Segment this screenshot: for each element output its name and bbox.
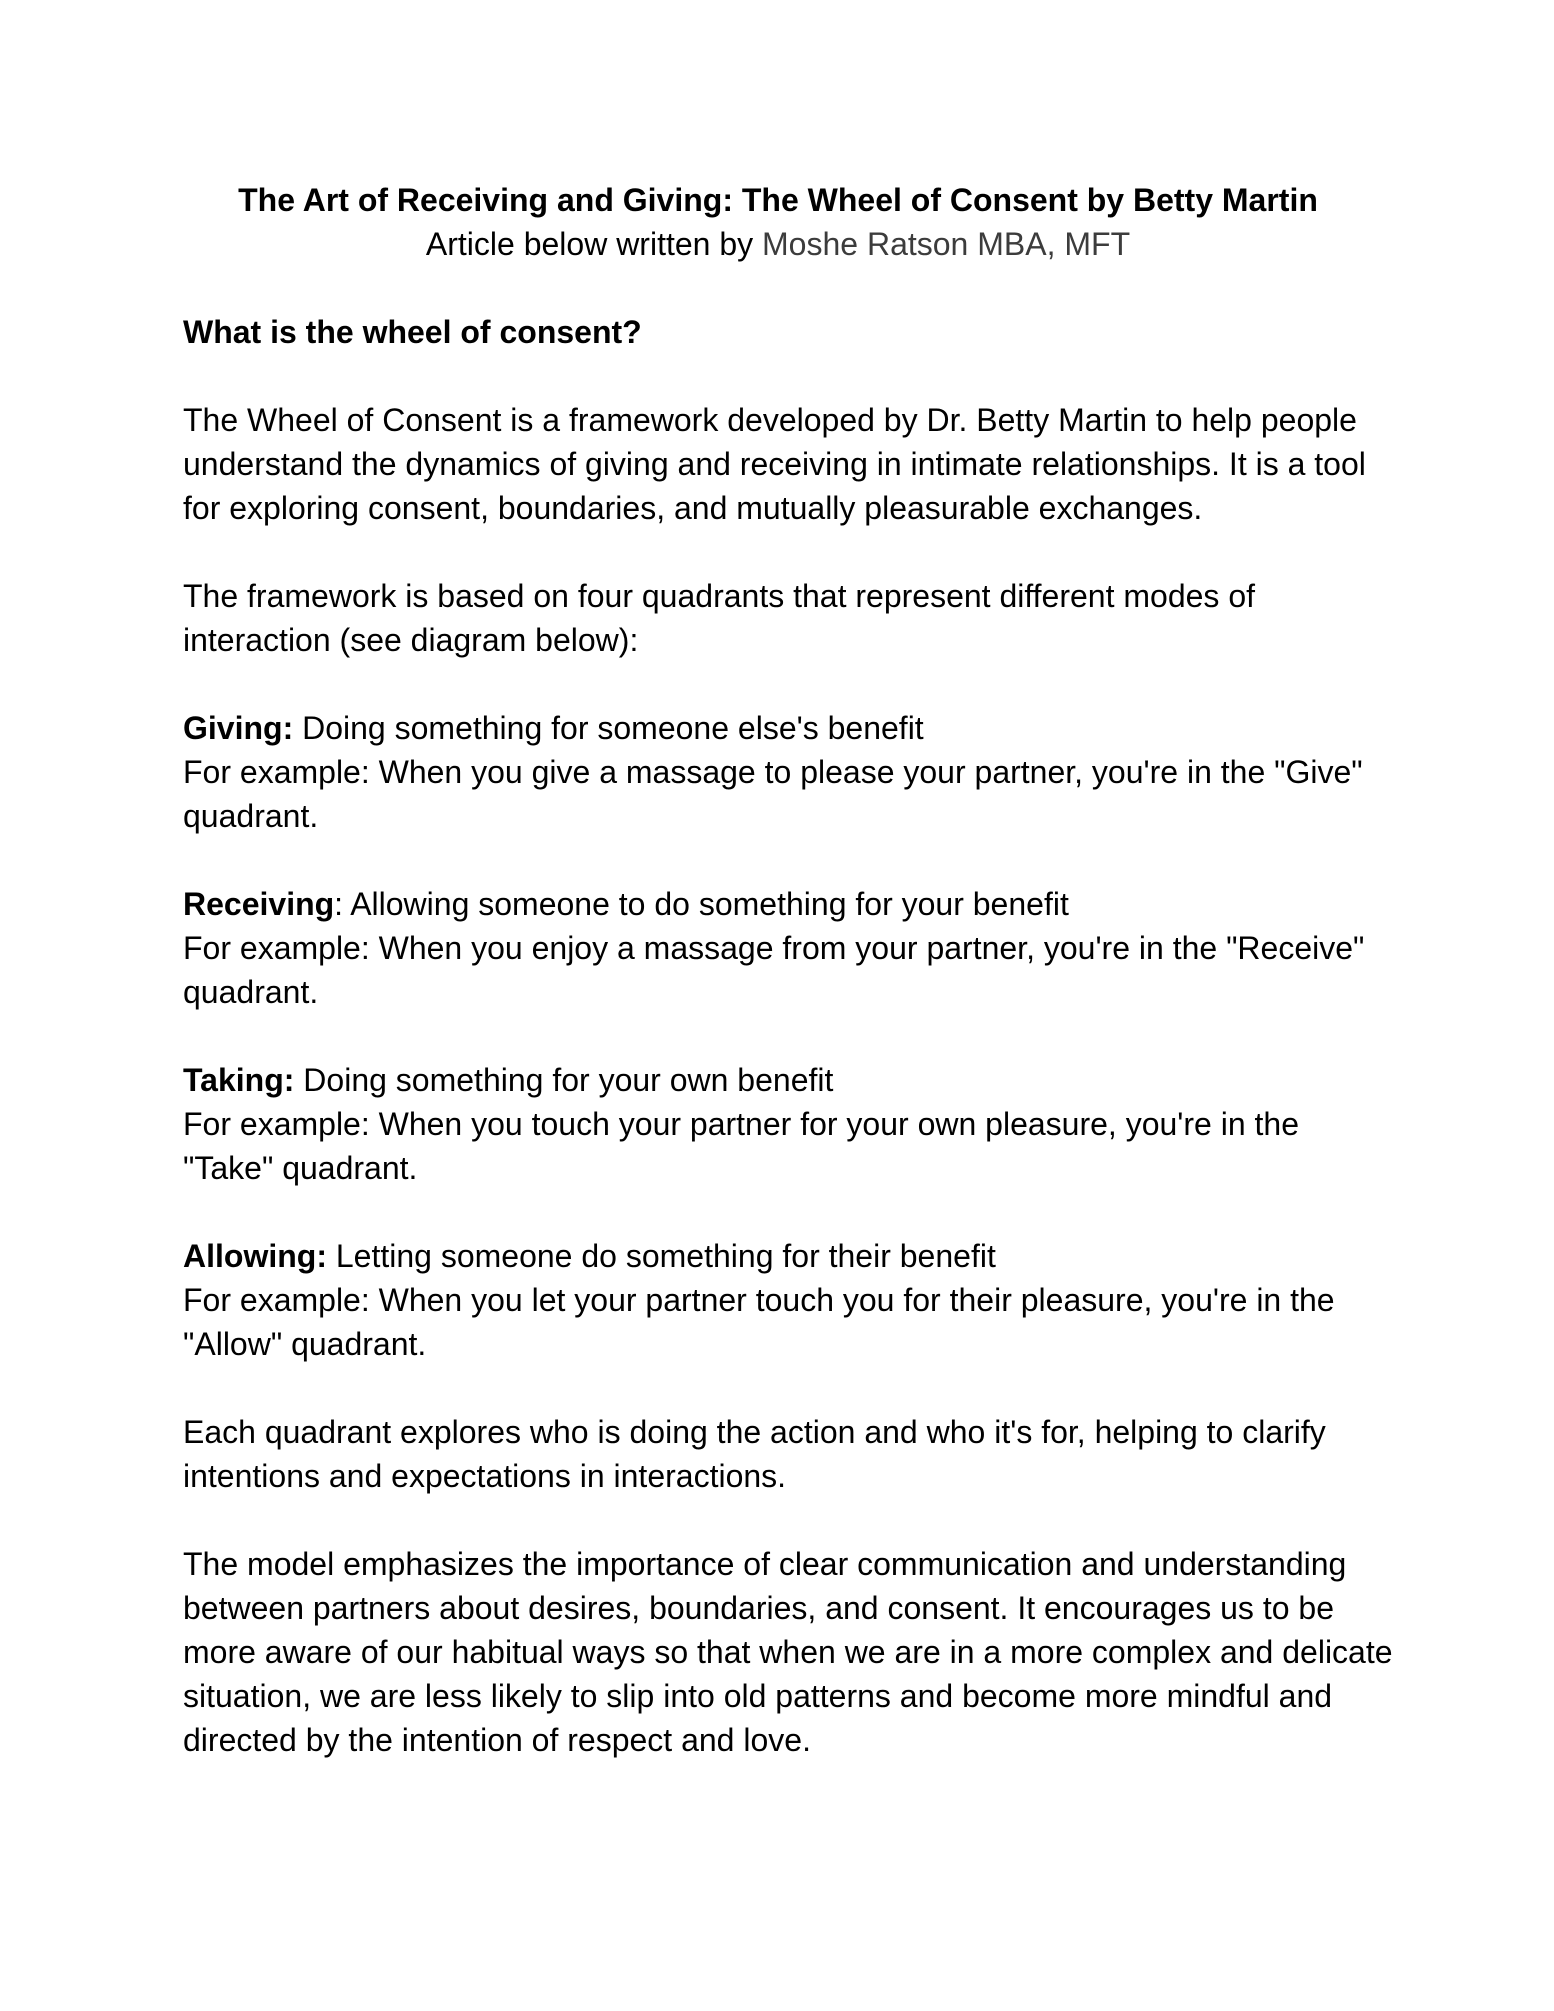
byline-prefix: Article below written by — [425, 226, 763, 262]
document-body — [183, 178, 1393, 1762]
quadrant-example: For example: When you touch your partner for your own pleasure, you're in the "Take" quadrant. — [183, 1106, 1300, 1186]
document-title: The Art of Receiving and Giving: The Wheel of Consent by Betty Martin — [238, 182, 1318, 218]
closing-paragraph: The model emphasizes the importance of clear communication and understanding between partners about desires, boundaries, and consent. It encourages us to be more aware of our habitual ways so that when we are in a more complex and delicate situation, we are less likely to slip into old patterns and become more mindful and directed by the intention of respect and love. — [183, 1546, 1393, 1758]
quadrant-term: Allowing: — [183, 1238, 327, 1274]
quadrant-giving — [183, 706, 1393, 838]
quadrant-definition: : Allowing someone to do something for your benefit — [334, 886, 1069, 922]
quadrant-example: For example: When you enjoy a massage from your partner, you're in the "Receive" quadrant. — [183, 930, 1365, 1010]
intro-paragraph: The Wheel of Consent is a framework developed by Dr. Betty Martin to help people understand the dynamics of giving and receiving in intimate relationships. It is a tool for exploring consent, boundaries, and mutually pleasurable exchanges. — [183, 402, 1366, 526]
quadrant-summary-paragraph: Each quadrant explores who is doing the action and who it's for, helping to clarify intentions and expectations in interactions. — [183, 1414, 1326, 1494]
quadrant-definition: Letting someone do something for their benefit — [326, 1238, 996, 1274]
byline — [173, 222, 1383, 266]
quadrant-term: Giving: — [183, 710, 294, 746]
quadrant-example: For example: When you give a massage to please your partner, you're in the "Give" quadrant. — [183, 754, 1363, 834]
section-heading: What is the wheel of consent? — [183, 314, 642, 350]
quadrant-definition: Doing something for your own benefit — [294, 1062, 834, 1098]
quadrant-receiving — [183, 882, 1393, 1014]
quadrant-allowing — [183, 1234, 1393, 1366]
author-name: Moshe Ratson MBA, MFT — [762, 226, 1131, 262]
quadrant-definition: Doing something for someone else's benefit — [293, 710, 924, 746]
quadrant-example: For example: When you let your partner touch you for their pleasure, you're in the "Allow" quadrant. — [183, 1282, 1335, 1362]
framework-paragraph: The framework is based on four quadrants that represent different modes of interaction (see diagram below): — [183, 578, 1255, 658]
title-block — [173, 178, 1383, 266]
quadrant-term: Receiving — [183, 886, 335, 922]
quadrant-term: Taking: — [183, 1062, 295, 1098]
quadrant-taking — [183, 1058, 1393, 1190]
